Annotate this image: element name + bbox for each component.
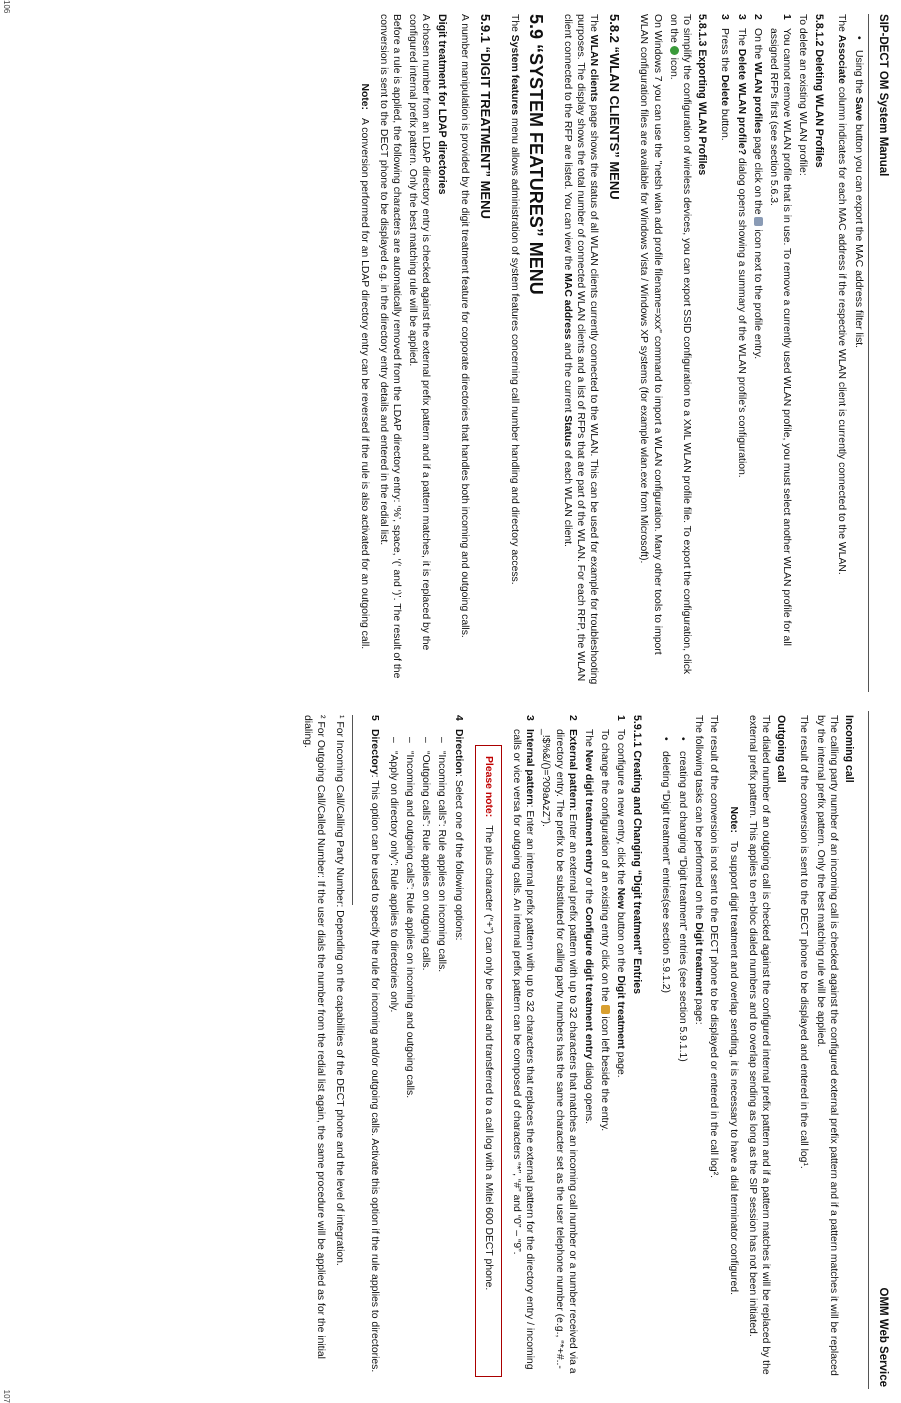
note-text: A conversion performed for an LDAP directory entry can be reversed if the rule is also activated for an outgoing call. — [358, 118, 370, 650]
ldap-paragraph-2: Before a rule is applied, the following characters are automatically removed from the LDAP directory entry: ‘%’, space, ‘(‘ and ‘)’. The result of the conversion is sent to the DECT phone to be displayed e.g. in the directory entry details and entered in the redial list. — [377, 14, 402, 679]
export-paragraph-2: On Windows 7 you can use the "netsh wlan add profile filename=xxx" command to import a WLAN configuration. Many other tools to import WLAN configuration files are available for Windows Vista / Windows XP systems (for example wlan.exe from Microsoft). — [638, 14, 663, 655]
system-features-paragraph: The System features menu allows administration of system features concerning call number handling and directory access. — [509, 14, 521, 585]
bullet-dot: • — [853, 36, 864, 40]
page-number-106: 106 — [2, 0, 11, 14]
bullet-text: Using the Save button you can export the MAC address filter list. — [853, 50, 864, 349]
delete-step-1: 1 You cannot remove WLAN profile that is in use. To remove a currently used WLAN profile, you must select another WLAN profile for all assigned RFPs first (see section 5.6.3. — [767, 14, 793, 646]
note-text: To support digit treatment and overlap sending, it is necessary to have a dial terminator configured. — [727, 841, 739, 1295]
page-106-content — [351, 14, 867, 686]
incoming-paragraph-2: The result of the conversion is sent to the DECT phone to be displayed and entered in the call log¹. — [798, 715, 810, 1169]
overlap-note — [726, 715, 739, 1387]
wlan-clients-paragraph: The WLAN clients page shows the status of all WLAN clients currently connected to the WLAN. This can be used for example for troubleshooting purposes. The display shows the total number of connected WLAN clients and a list of RFPs that are part of the WLAN. For each RFP, the WLAN client connected to the RFP are listed. You can view the MAC address and the current Status of each WLAN client. — [561, 14, 599, 685]
heading-5-8-1-2: 5.8.1.2 Deleting WLAN Profiles — [812, 14, 825, 168]
footnote-2: ² For Outgoing Call/Called Number: If the user dials the number from the redial list again, the same procedure will be applied as for the initial dialing. — [301, 715, 327, 1359]
direction-option: – “Apply on directory only”: Rule applies to directories only. — [387, 737, 399, 1013]
heading-5-9-1-1: 5.9.1.1 Creating and Changing “Digit treatment” Entries — [630, 715, 643, 995]
page-107 — [0, 703, 901, 1403]
please-note-label: Please note: — [482, 756, 494, 818]
heading-5-8-1-3: 5.8.1.3 Exporting WLAN Profiles — [696, 14, 709, 176]
ldap-paragraph-1: A chosen number from an LDAP directory entry is checked against the external prefix pattern and if a pattern matches, it is replaced by the configured internal prefix pattern. Only the best matching rule will be applied. — [407, 14, 432, 651]
delete-intro: To delete an existing WLAN profile: — [797, 14, 809, 176]
edit-pencil-icon — [601, 1005, 610, 1014]
heading-5-9: 5.9 “SYSTEM FEATURES” MENU — [526, 14, 547, 295]
step-4: 4 Direction: Select one of the following options: — [452, 715, 464, 941]
footnote-rule — [352, 715, 353, 905]
direction-option: – “Outgoing calls”: Rule applies on outgoing calls. — [420, 737, 432, 971]
step-2: 2 External pattern: Enter an external prefix pattern with up to 32 characters that matches an incoming call number or a number received via a directory entry. The prefix to be substituted for calling party numbers has the same character set as the user telephone number (e.g., “*+#..-_!$%&/()=?09aAzZ”). — [540, 715, 578, 1374]
ldap-note — [357, 14, 370, 686]
footnote-1: ¹ For Incoming Call/Calling Party Number: Depending on the capabilities of the DECT phone and the level of integration. — [334, 715, 346, 1266]
heading-outgoing-call: Outgoing call — [775, 715, 788, 783]
step-5: 5 Directory: This option can be used to specify the rule for incoming and/or outgoing calls. Activate this option if the rule applies to directories. — [368, 715, 380, 1373]
export-xml-icon — [670, 46, 679, 55]
delete-step-4: 3 Press the Delete button. — [719, 14, 731, 141]
bullet-save — [852, 36, 865, 686]
heading-5-9-1: 5.9.1 “DIGIT TREATMENT” MENU — [477, 14, 493, 219]
task-item: • deleting “Digit treatment” entries(see section 5.9.1.2) — [659, 737, 671, 993]
page-107-content — [295, 715, 867, 1387]
direction-option: – “Incoming and outgoing calls”: Rule applies on incoming and outgoing calls. — [403, 737, 415, 1099]
tasks-paragraph: The following tasks can be performed on the Digit treatment page: — [693, 715, 705, 1025]
digit-treatment-paragraph: A number manipulation is provided by the digit treatment feature for corporate directories that handles both incoming and outgoing calls. — [458, 14, 470, 638]
step-1-change: To change the configuration of an existing entry click on the icon left beside the entry. — [599, 729, 611, 1132]
note-label: Note: — [358, 83, 370, 110]
delete-step-2: 2 On the WLAN profiles page click on the icon next to the profile entry. — [751, 14, 763, 360]
step-1: 1 To configure a new entry, click the New button on the Digit treatment page. — [615, 715, 627, 1078]
step-1-dialog: The New digit treatment entry or the Configure digit treatment entry dialog opens. — [582, 729, 594, 1124]
note-label: Note: — [727, 806, 739, 833]
page-number-107: 107 — [2, 1389, 11, 1403]
please-note-box — [475, 745, 502, 1377]
delete-step-3: 3 The Delete WLAN profile? dialog opens showing a summary of the WLAN profile’s configuration. — [735, 14, 747, 478]
heading-incoming-call: Incoming call — [843, 715, 855, 783]
heading-ldap: Digit treatment for LDAP directories — [435, 14, 448, 195]
outgoing-paragraph: The dialed number of an outgoing call is checked against the configured internal prefix pattern and if a pattern matches it will be replaced by the external prefix pattern. This applies to en-bloc dialed numbers and to overlap sending as long as the SIP session has not been initiated. — [746, 715, 771, 1375]
export-paragraph-1: To simplify the configuration of wireless devices, you can export SSID configuration to a XML WLAN profile file. To export the configuration, click on the icon. — [667, 14, 692, 675]
header-rule-right — [868, 711, 869, 1389]
heading-5-8-2: 5.8.2 “WLAN CLIENTS” MENU — [607, 14, 623, 200]
direction-option: – “Incoming calls”: Rule applies on incoming calls. — [436, 737, 448, 973]
header-rule-left — [868, 14, 869, 692]
result-paragraph: The result of the conversion is not sent to the DECT phone to be displayed or entered in the call log². — [708, 715, 720, 1179]
step-3: 3 Internal pattern: Enter an internal prefix pattern with up to 32 characters that replaces the external pattern for the directory entry / incoming calls or vice versa for outgoing calls. An internal prefix pattern can be composed of characters “*”, “#” and “0” – “9”. — [510, 715, 536, 1370]
task-item: • creating and changing “Digit treatment” entries (see section 5.9.1.1) — [676, 737, 688, 1062]
please-note-text: The plus character (“+”) can only be dialed and transferred to a call log with a Mitel 600 DECT phone. — [482, 825, 494, 1291]
running-header-right: OMM Web Service — [877, 1287, 889, 1387]
associate-paragraph: The Associate column indicates for each MAC address if the respective WLAN client is currently connected to the WLAN. — [835, 14, 847, 575]
page-106 — [0, 0, 901, 700]
running-header-left: SIP-DECT OM System Manual — [877, 14, 889, 177]
incoming-paragraph-1: The calling party number of an incoming call is checked against the configured external prefix pattern and if a pattern matches it will be replaced by the internal prefix pattern. Only the best matching rule will be applied. — [814, 715, 839, 1376]
